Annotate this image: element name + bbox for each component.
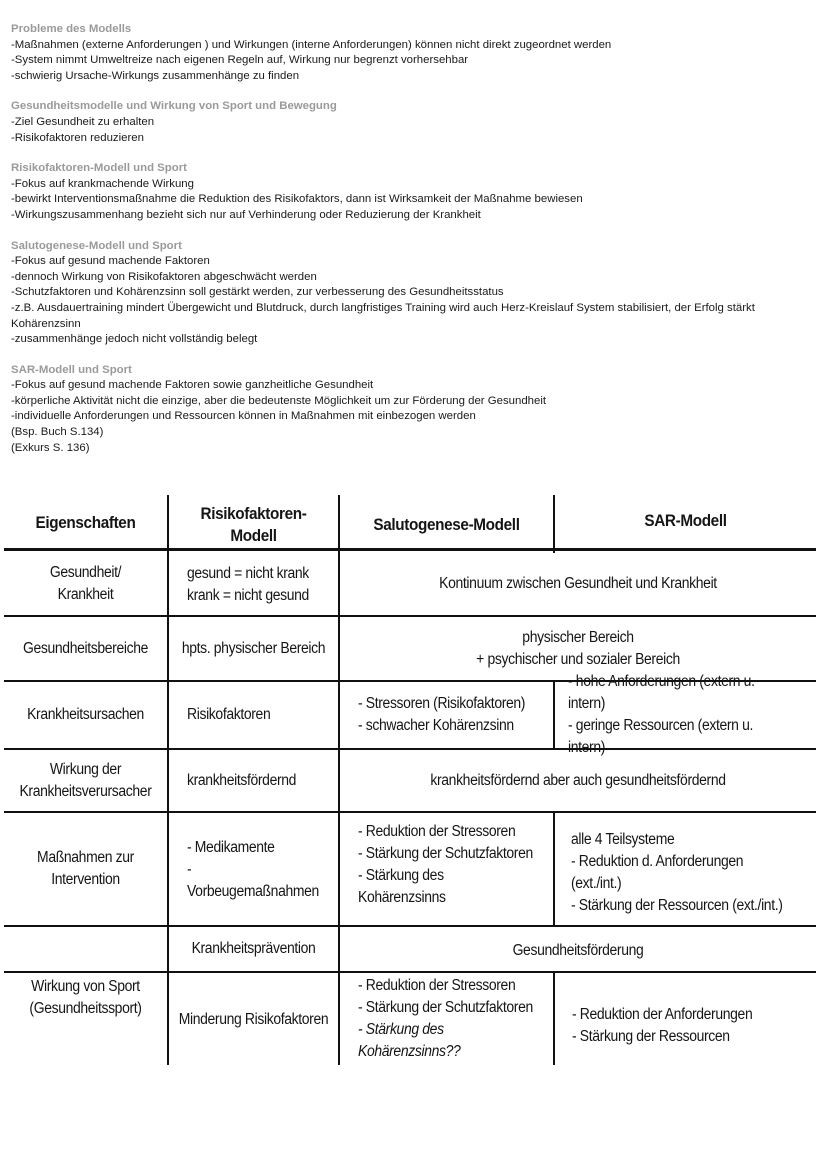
- header-sar-model: SAR-Modell: [644, 511, 727, 530]
- row-label-interventions: [12, 815, 159, 923]
- cell-line: - Stärkung der Ressourcen: [572, 1028, 730, 1045]
- note-line: -Ziel Gesundheit zu erhalten: [11, 115, 155, 128]
- header-salutogenesis-model: Salutogenese-Modell: [373, 515, 520, 534]
- note-line: (Bsp. Buch S.134): [11, 426, 104, 439]
- column-divider: [553, 680, 555, 750]
- cell-line: physischer Bereich: [522, 629, 634, 646]
- row-divider: [4, 615, 816, 617]
- label-line: Intervention: [51, 871, 120, 888]
- note-section-problems: [11, 22, 821, 84]
- cell-line: - Medikamente: [187, 839, 275, 856]
- note-line: (Exkurs S. 136): [11, 441, 90, 454]
- row-divider: [4, 548, 816, 551]
- label-line: Wirkung der: [49, 761, 122, 778]
- row-label-causes: Krankheitsursachen: [27, 706, 144, 723]
- note-section-risk-model: [11, 161, 821, 223]
- row-label-sport-effect: [12, 973, 159, 1023]
- note-line: -Fokus auf gesund machende Faktoren sowie ganzheitliche Gesundheit: [11, 379, 374, 392]
- sar-sport-effect: [572, 1000, 792, 1052]
- note-line: -individuelle Anforderungen und Ressourcen können in Maßnahmen mit einbezogen werden: [11, 410, 476, 423]
- cell-line: - Reduktion der Anforderungen: [572, 1006, 753, 1023]
- label-line: Krankheit: [57, 586, 114, 603]
- note-line: -bewirkt Interventionsmaßnahme die Reduktion des Risikofaktors, dann ist Wirksamkeit der Maßnahme bewiesen: [11, 193, 583, 206]
- column-divider: [167, 495, 169, 1065]
- note-line: -Schutzfaktoren und Kohärenzsinn soll gestärkt werden, zur verbesserung des Gesundheitsstatus: [11, 286, 504, 299]
- label-line: Maßnahmen zur: [37, 849, 134, 866]
- cell-line: alle 4 Teilsysteme: [571, 831, 675, 848]
- cell-line: gesund = nicht krank: [187, 565, 309, 582]
- note-line: -Wirkungszusammenhang bezieht sich nur auf Verhinderung oder Reduzierung der Krankheit: [11, 208, 481, 221]
- salutogenesis-interventions: [358, 815, 534, 915]
- cell-line: - Vorbeugemaßnahmen: [187, 861, 319, 900]
- effect-merged-cell: krankheitsfördernd aber auch gesundheitsfördernd: [430, 772, 726, 789]
- label-line: (Gesundheitssport): [29, 1000, 142, 1017]
- note-section-sar: [11, 363, 821, 457]
- cell-line: krank = nicht gesund: [187, 587, 309, 604]
- label-line: Wirkung von Sport: [31, 978, 140, 995]
- cell-line: - hohe Anforderungen (extern u. intern): [568, 673, 755, 712]
- label-line: Krankheitsverursacher: [19, 783, 152, 800]
- cell-line: - Reduktion der Stressoren: [358, 823, 516, 840]
- section-title: Gesundheitsmodelle und Wirkung von Sport und Bewegung: [11, 100, 337, 113]
- cell-line: - Stärkung des Kohärenzsinns??: [358, 1021, 461, 1060]
- label-line: Gesundheit/: [49, 564, 122, 581]
- cell-line: - Stressoren (Risikofaktoren): [358, 695, 526, 712]
- cell-line: - Stärkung der Ressourcen (ext./int.): [571, 897, 783, 914]
- cell-line: + psychischer und sozialer Bereich: [476, 651, 680, 668]
- column-divider: [553, 811, 555, 926]
- header-risk-model: Risikofaktoren-Modell: [200, 504, 307, 545]
- areas-merged-cell: [364, 619, 792, 679]
- row-divider: [4, 811, 816, 813]
- column-divider: [553, 971, 555, 1065]
- note-line: -zusammenhänge jedoch nicht vollständig belegt: [11, 333, 258, 346]
- risk-health-definition: [187, 555, 322, 615]
- section-title: SAR-Modell und Sport: [11, 363, 132, 376]
- row-label-health-areas: Gesundheitsbereiche: [22, 640, 148, 657]
- salutogenesis-causes: [358, 684, 534, 746]
- note-line: -Maßnahmen (externe Anforderungen ) und Wirkungen (interne Anforderungen) können nicht direkt zugeordnet werden: [11, 38, 612, 51]
- risk-causes: Risikofaktoren: [187, 706, 271, 723]
- salutogenesis-sport-effect: [358, 975, 534, 1063]
- note-line: -Fokus auf krankmachende Wirkung: [11, 177, 194, 190]
- cell-line: - schwacher Kohärenzsinn: [358, 717, 514, 734]
- row-label-health: [12, 553, 159, 615]
- risk-interventions: [187, 817, 322, 923]
- section-title: Risikofaktoren-Modell und Sport: [11, 162, 187, 175]
- cell-line: - Reduktion der Stressoren: [358, 977, 516, 994]
- note-line: -z.B. Ausdauertraining mindert Übergewicht und Blutdruck, durch langfristiges Training wird auch Herz-Kreislauf System stabilisiert, der Erfolg stärkt Kohärenzsinn: [11, 301, 755, 330]
- cell-line: - geringe Ressourcen (extern u. intern): [568, 717, 754, 756]
- note-line: -schwierig Ursache-Wirkungs zusammenhänge zu finden: [11, 69, 300, 82]
- row-label-effect-causes: [12, 752, 159, 810]
- section-title: Probleme des Modells: [11, 23, 132, 35]
- cell-line: - Stärkung der Schutzfaktoren: [358, 999, 533, 1016]
- sar-causes: [568, 673, 791, 756]
- row-divider: [4, 925, 816, 927]
- note-line: -Fokus auf gesund machende Faktoren: [11, 255, 210, 268]
- note-section-salutogenesis: [11, 239, 821, 348]
- risk-sport-effect: Minderung Risikofaktoren: [178, 1011, 329, 1028]
- cell-line: - Stärkung der Schutzfaktoren: [358, 845, 533, 862]
- risk-prevention: Krankheitsprävention: [191, 940, 316, 957]
- column-divider: [338, 495, 340, 1065]
- cell-line: - Reduktion d. Anforderungen (ext./int.): [571, 853, 744, 892]
- header-properties: Eigenschaften: [35, 513, 136, 532]
- notes-section: [11, 22, 821, 471]
- health-promotion: Gesundheitsförderung: [512, 942, 644, 959]
- sar-interventions: [571, 823, 792, 923]
- note-line: -Risikofaktoren reduzieren: [11, 131, 144, 144]
- note-line: -körperliche Aktivität nicht die einzige, aber die bedeutenste Möglichkeit um zur Förderung der Gesundheit: [11, 394, 547, 407]
- note-line: -System nimmt Umweltreize nach eigenen Regeln auf, Wirkung nur begrenzt vorhersehbar: [11, 54, 469, 67]
- note-line: -dennoch Wirkung von Risikofaktoren abgeschwächt werden: [11, 270, 317, 283]
- cell-line: - Stärkung des Kohärenzsinns: [358, 867, 446, 906]
- continuum-cell: Kontinuum zwischen Gesundheit und Krankheit: [439, 575, 717, 592]
- column-divider: [553, 495, 555, 553]
- comparison-table: [4, 495, 816, 1065]
- note-section-health-models: [11, 99, 821, 146]
- risk-effect: krankheitsfördernd: [187, 772, 297, 789]
- risk-health-areas: hpts. physischer Bereich: [181, 640, 326, 657]
- section-title: Salutogenese-Modell und Sport: [11, 239, 182, 252]
